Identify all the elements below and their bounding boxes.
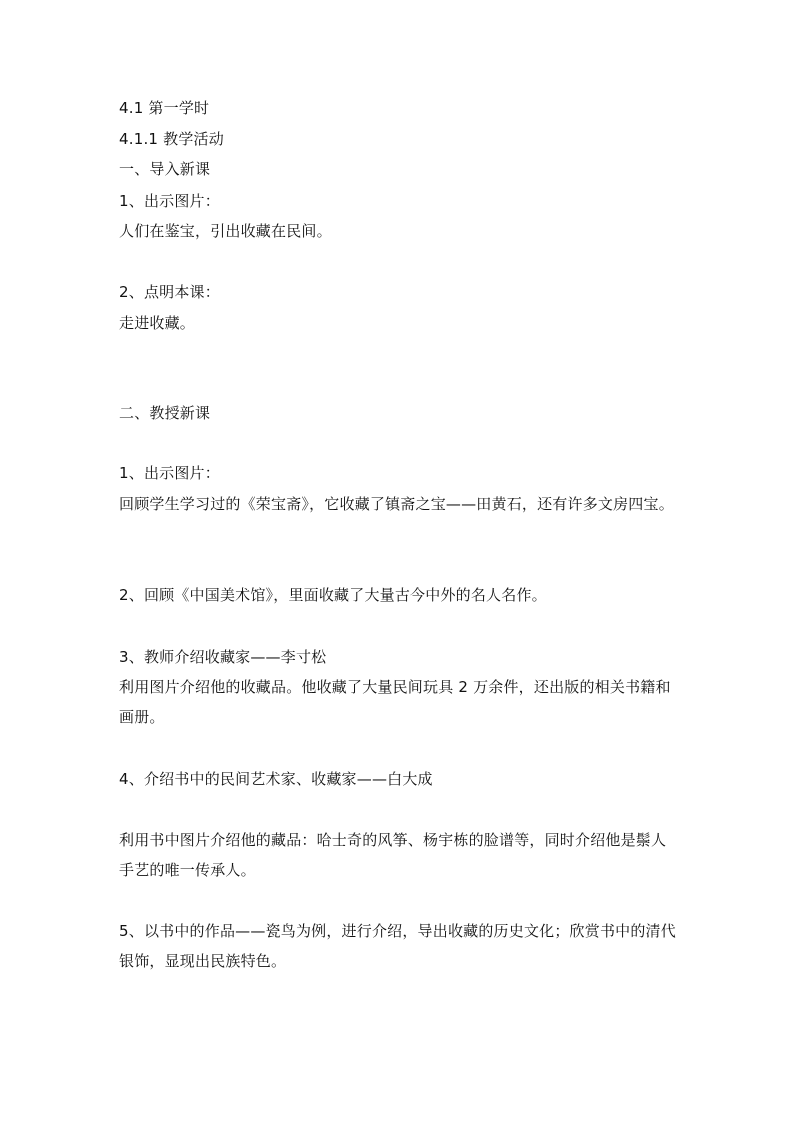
step-text: 5、以书中的作品——瓷鸟为例，进行介绍，导出收藏的历史文化；欣赏书中的清代银饰，显现出民族特色。 [119, 922, 676, 970]
step-heading: 2、回顾《中国美术馆》，里面收藏了大量古今中外的名人名作。 [119, 586, 547, 604]
subsection-heading: 4.1.1 教学活动 [119, 130, 224, 148]
step-heading: 1、出示图片： [119, 192, 220, 210]
step-text: 利用书中图片介绍他的藏品：哈士奇的风筝、杨宇栋的脸谱等，同时介绍他是鬃人手艺的唯一传承人。 [119, 831, 667, 879]
step-heading: 2、点明本课： [119, 283, 220, 301]
step-text: 走进收藏。 [119, 314, 196, 332]
step-text: 利用图片介绍他的收藏品。他收藏了大量民间玩具 2 万余件，还出版的相关书籍和画册。 [119, 678, 671, 726]
step-text: 回顾学生学习过的《荣宝斋》，它收藏了镇斋之宝——田黄石，还有许多文房四宝。 [119, 495, 674, 513]
part-heading: 二、教授新课 [119, 404, 211, 422]
step-heading: 4、介绍书中的民间艺术家、收藏家——白大成 [119, 770, 433, 788]
step-heading: 1、出示图片： [119, 464, 220, 482]
step-heading: 3、教师介绍收藏家——李寸松 [119, 648, 327, 666]
part-heading: 一、导入新课 [119, 160, 211, 178]
step-text: 人们在鉴宝，引出收藏在民间。 [119, 222, 332, 240]
section-heading: 4.1 第一学时 [119, 99, 210, 117]
